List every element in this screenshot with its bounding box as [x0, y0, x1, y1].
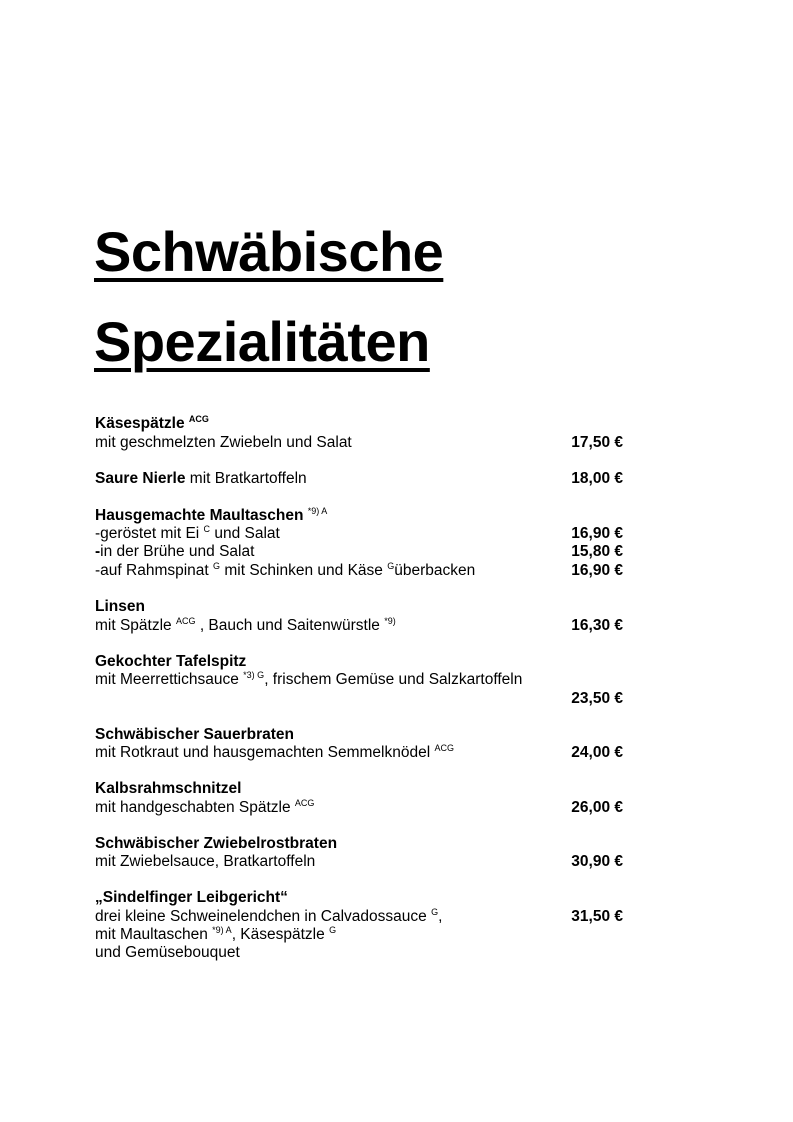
menu-item-price: 31,50 €: [571, 908, 623, 925]
menu-item-price: 16,30 €: [571, 617, 623, 634]
menu-item-option: -geröstet mit Ei $^C$ und Salat: [95, 524, 280, 542]
menu-item-price: 30,90 €: [571, 853, 623, 870]
menu-item-description: drei kleine Schweinelendchen in Calvadossauce $^G$,: [95, 907, 443, 925]
menu-item-option-price: 16,90 €: [571, 525, 623, 542]
menu-item-option-price: 16,90 €: [571, 562, 623, 579]
menu-item-description: mit Spätzle $^{ACG}$ , Bauch und Saitenwürstle $^{*9)}$: [95, 616, 396, 634]
menu-item-description: mit Rotkraut und hausgemachten Semmelknödel $^{ACG}$: [95, 743, 454, 761]
menu-item-price: 18,00 €: [571, 470, 623, 487]
menu-item-description: mit Maultaschen $^{*9) A}$, Käsespätzle $^G$: [95, 925, 337, 943]
menu-item-option: -in der Brühe und Salat: [95, 543, 255, 560]
menu-item-name: Hausgemachte Maultaschen $^{*9) A}$: [95, 506, 328, 524]
menu-item-name: Saure Nierle mit Bratkartoffeln: [95, 470, 307, 487]
page-title-line-1: Schwäbische: [94, 220, 444, 283]
menu-item-name: „Sindelfinger Leibgericht“: [95, 889, 288, 906]
menu-item-price: 17,50 €: [571, 434, 623, 451]
menu-item-description: mit handgeschabten Spätzle $^{ACG}$: [95, 798, 315, 816]
menu-item-name: Schwäbischer Zwiebelrostbraten: [95, 835, 338, 852]
menu-item-name: Käsespätzle $^{ACG}$: [95, 414, 209, 432]
menu-item-description: mit Zwiebelsauce, Bratkartoffeln: [95, 853, 316, 870]
menu-item-name: Linsen: [95, 598, 145, 615]
menu-item-price: 26,00 €: [571, 799, 623, 816]
menu-item-option-price: 15,80 €: [571, 543, 623, 560]
menu-item-price: 23,50 €: [571, 690, 623, 707]
menu-item-price: 24,00 €: [571, 744, 623, 761]
menu-item-name: Schwäbischer Sauerbraten: [95, 726, 294, 743]
menu-item-name: Gekochter Tafelspitz: [95, 653, 247, 670]
menu-item-option: -auf Rahmspinat $^G$ mit Schinken und Käse $^G$überbacken: [95, 561, 476, 579]
menu-item-description: und Gemüsebouquet: [95, 944, 240, 961]
page-title-line-2: Spezialitäten: [94, 310, 430, 373]
menu-item-description: mit Meerrettichsauce $^{*3) G}$, frischem Gemüse und Salzkartoffeln: [95, 670, 523, 688]
menu-item-name: Kalbsrahmschnitzel: [95, 780, 242, 797]
menu-item-description: mit geschmelzten Zwiebeln und Salat: [95, 434, 352, 451]
